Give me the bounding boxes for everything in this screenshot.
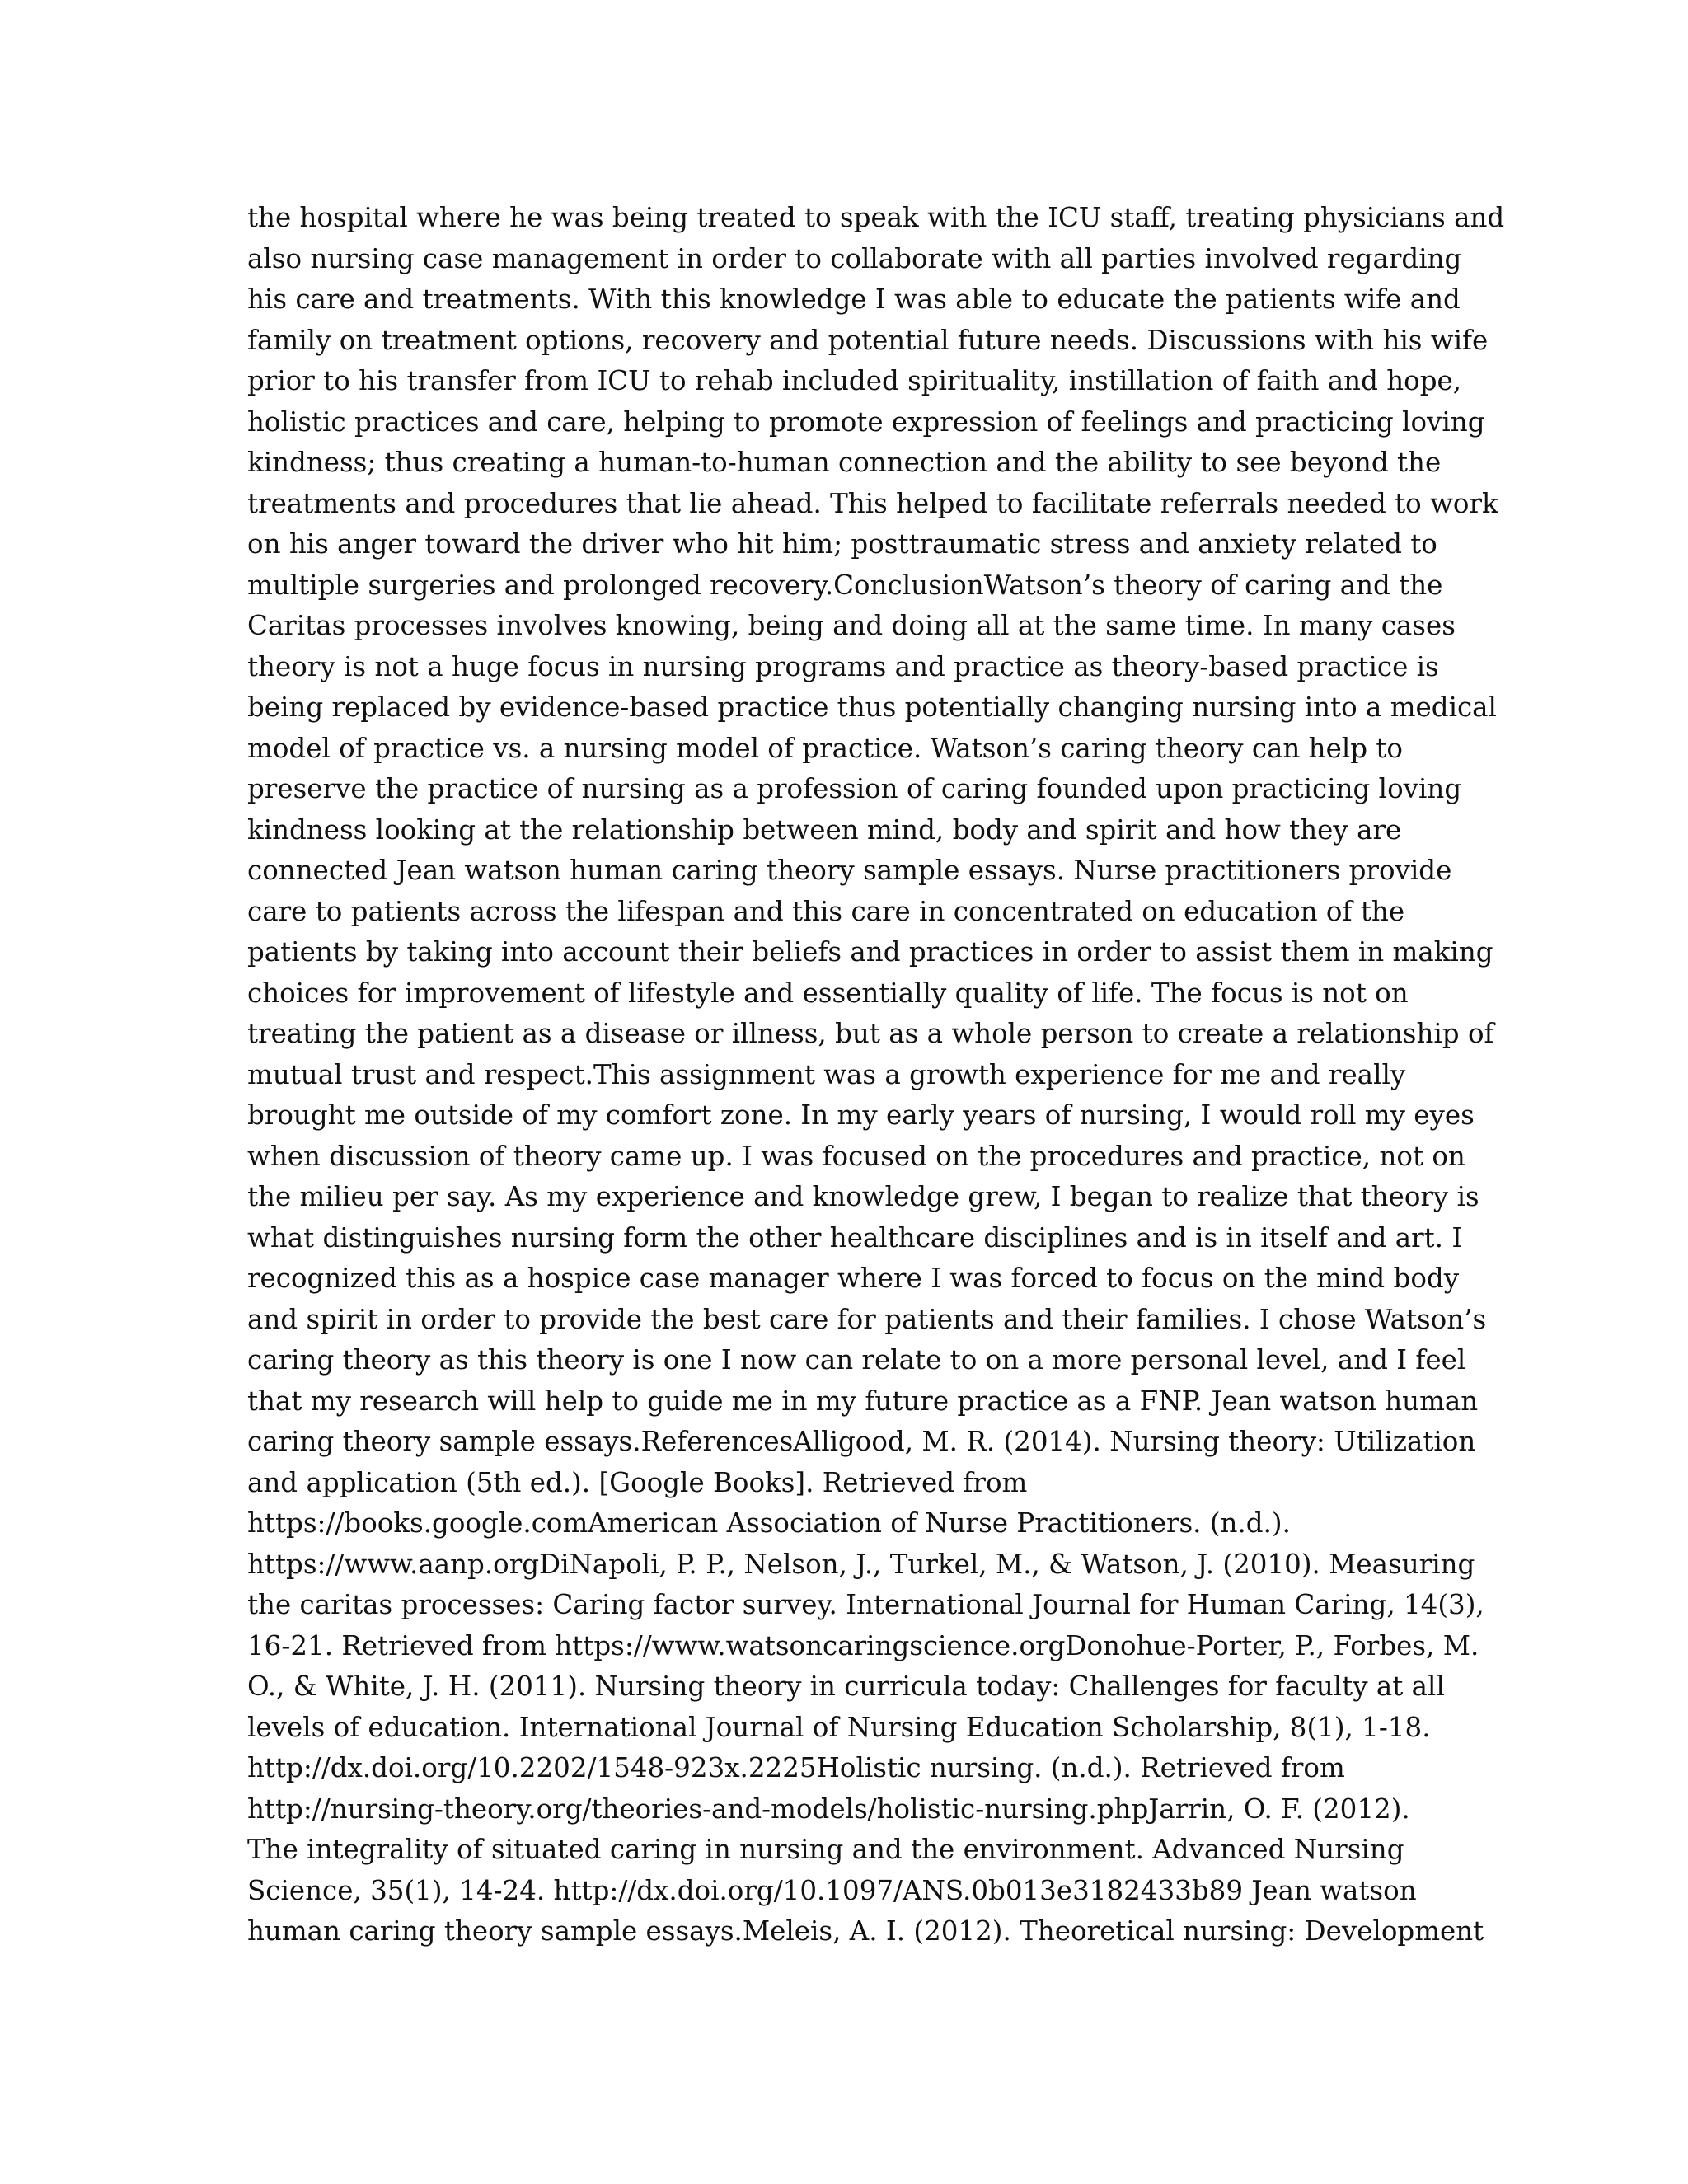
text-line: Science, 35(1), 14-24. http://dx.doi.org/10.1097/ANS.0b013e3182433b89 Jean watson [247,1874,1417,1906]
text-line: mutual trust and respect.This assignment was a growth experience for me and really [247,1058,1406,1090]
body-paragraph [247,198,1505,1952]
text-line: https://www.aanp.orgDiNapoli, P. P., Nelson, J., Turkel, M., & Watson, J. (2010). Measuring [247,1548,1475,1580]
text-line: patients by taking into account their beliefs and practices in order to assist them in making [247,936,1493,968]
text-line: 16-21. Retrieved from https://www.watsoncaringscience.orgDonohue-Porter, P., Forbes, M. [247,1629,1479,1661]
text-line: his care and treatments. With this knowledge I was able to educate the patients wife and [247,284,1461,315]
text-line: treatments and procedures that lie ahead. This helped to facilitate referrals needed to work [247,487,1498,519]
text-line: the caritas processes: Caring factor survey. International Journal for Human Caring, 14(3), [247,1589,1484,1620]
text-line: prior to his transfer from ICU to rehab included spirituality, instillation of faith and hope, [247,365,1462,396]
text-line: O., & White, J. H. (2011). Nursing theory in curricula today: Challenges for faculty at all [247,1671,1445,1702]
text-line: choices for improvement of lifestyle and essentially quality of life. The focus is not on [247,977,1409,1009]
text-line: model of practice vs. a nursing model of practice. Watson’s caring theory can help to [247,732,1403,764]
text-line: connected Jean watson human caring theory sample essays. Nurse practitioners provide [247,855,1452,886]
text-line: kindness looking at the relationship between mind, body and spirit and how they are [247,813,1402,846]
text-line: preserve the practice of nursing as a profession of caring founded upon practicing loving [247,773,1462,804]
text-line: Caritas processes involves knowing, being and doing all at the same time. In many cases [247,610,1456,641]
text-line: caring theory as this theory is one I now can relate to on a more personal level, and I feel [247,1344,1466,1376]
text-line: and application (5th ed.). [Google Books]. Retrieved from [247,1466,1028,1498]
text-line: http://dx.doi.org/10.2202/1548-923x.2225Holistic nursing. (n.d.). Retrieved from [247,1752,1345,1783]
text-line: the milieu per say. As my experience and knowledge grew, I began to realize that theory is [247,1181,1479,1212]
text-line: and spirit in order to provide the best care for patients and their families. I chose Watson’s [247,1303,1487,1335]
text-line: https://books.google.comAmerican Association of Nurse Practitioners. (n.d.). [247,1507,1291,1539]
text-line: the hospital where he was being treated to speak with the ICU staff, treating physicians and [247,202,1505,233]
text-line: family on treatment options, recovery and potential future needs. Discussions with his wife [247,324,1489,356]
text-line: on his anger toward the driver who hit him; posttraumatic stress and anxiety related to [247,528,1437,560]
text-line: when discussion of theory came up. I was focused on the procedures and practice, not on [247,1140,1465,1172]
text-line: brought me outside of my comfort zone. In my early years of nursing, I would roll my eyes [247,1099,1475,1131]
text-line: http://nursing-theory.org/theories-and-models/holistic-nursing.phpJarrin, O. F. (2012). [247,1793,1410,1825]
text-line: multiple surgeries and prolonged recovery.ConclusionWatson’s theory of caring and the [247,569,1443,601]
text-line: caring theory sample essays.ReferencesAlligood, M. R. (2014). Nursing theory: Utilization [247,1426,1476,1457]
text-line: levels of education. International Journal of Nursing Education Scholarship, 8(1), 1-18. [247,1711,1431,1743]
text-line: treating the patient as a disease or illness, but as a whole person to create a relationship of [247,1018,1494,1049]
text-line: care to patients across the lifespan and this care in concentrated on education of the [247,895,1405,927]
text-line: The integrality of situated caring in nursing and the environment. Advanced Nursing [247,1834,1404,1865]
text-line: also nursing case management in order to collaborate with all parties involved regarding [247,242,1462,274]
text-line: human caring theory sample essays.Meleis, A. I. (2012). Theoretical nursing: Development [247,1915,1484,1947]
text-line: theory is not a huge focus in nursing programs and practice as theory-based practice is [247,650,1439,682]
text-line: being replaced by evidence-based practice thus potentially changing nursing into a medical [247,691,1497,723]
text-line: recognized this as a hospice case manager where I was forced to focus on the mind body [247,1263,1460,1294]
text-line: holistic practices and care, helping to promote expression of feelings and practicing loving [247,405,1485,438]
text-line: that my research will help to guide me in my future practice as a FNP. Jean watson human [247,1385,1479,1417]
text-line: what distinguishes nursing form the other healthcare disciplines and is in itself and art. I [247,1221,1463,1254]
text-line: kindness; thus creating a human-to-human connection and the ability to see beyond the [247,447,1442,478]
